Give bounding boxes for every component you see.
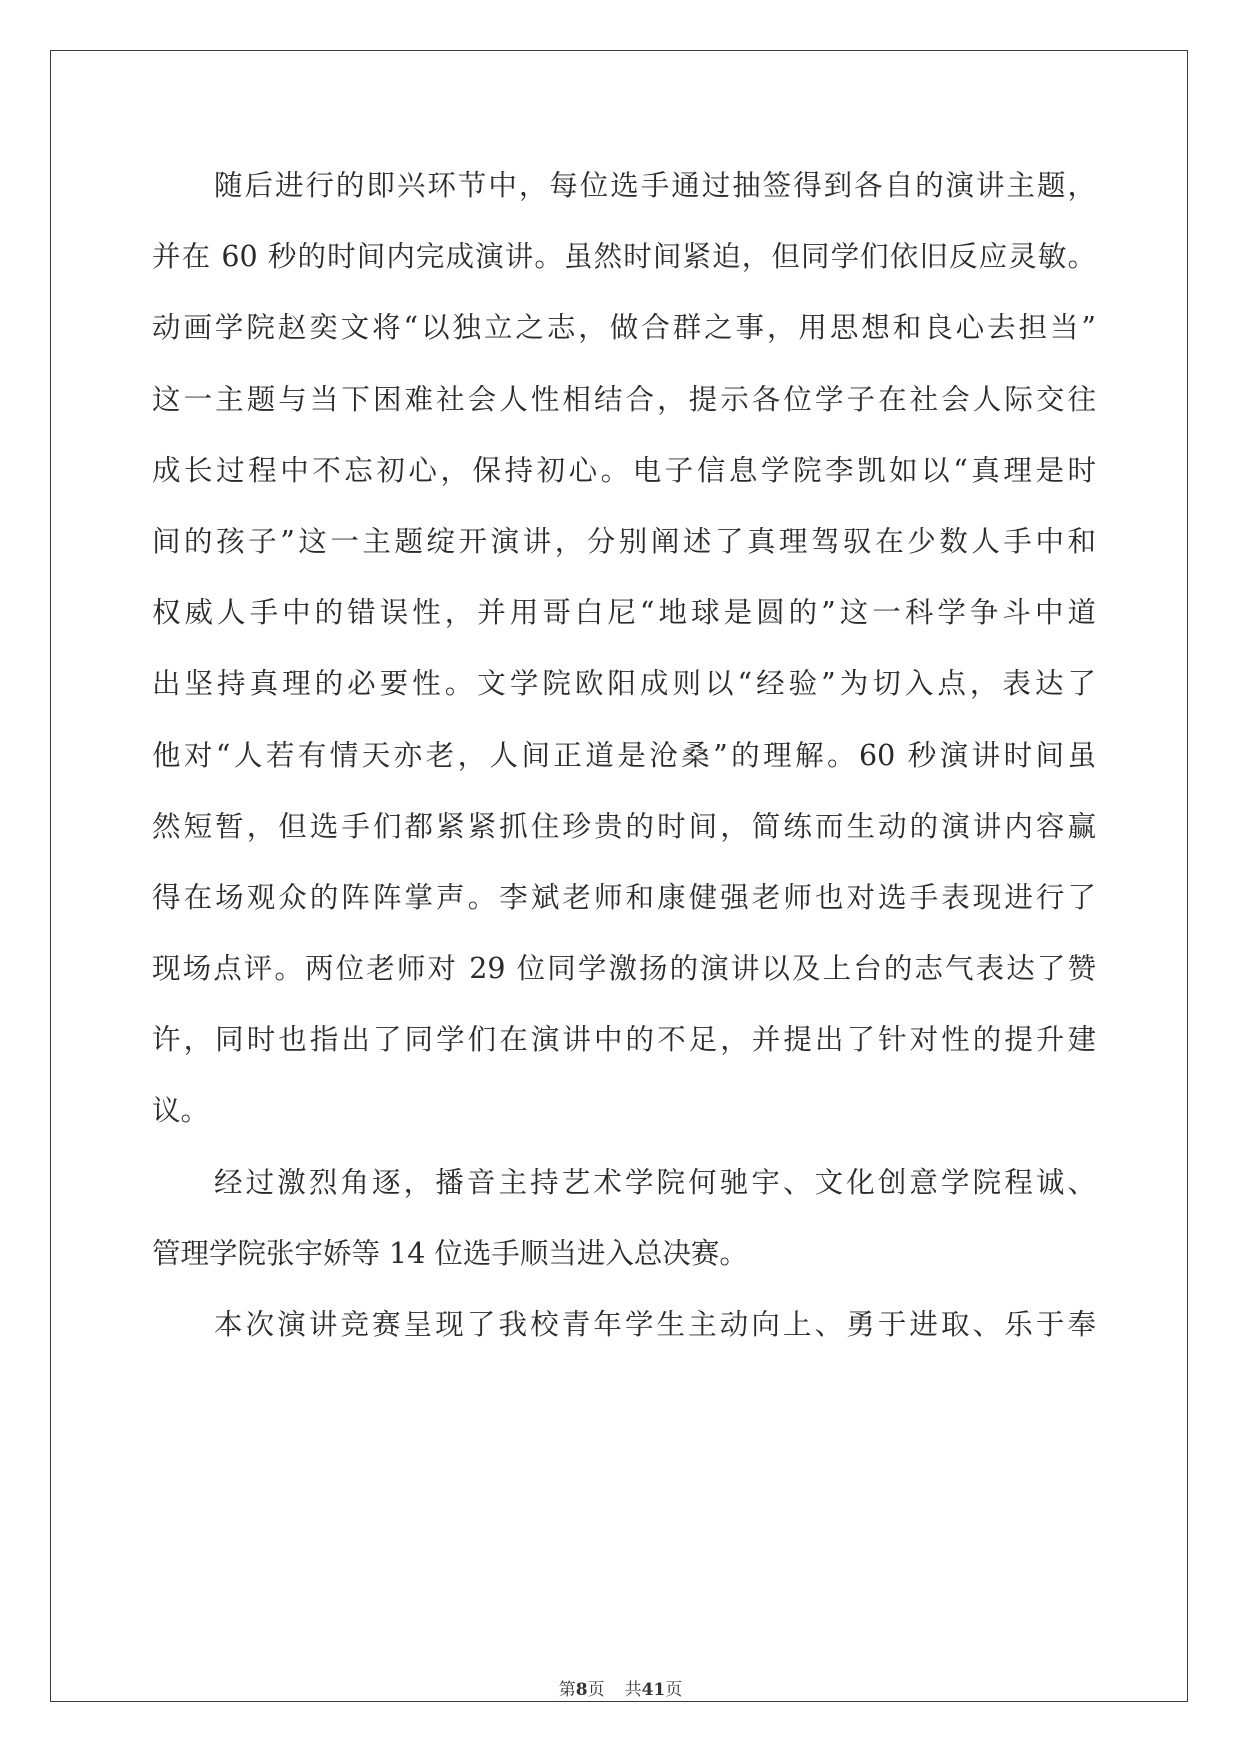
- page-prefix: 第: [558, 1680, 576, 1700]
- text-line-14: 议。: [152, 1094, 210, 1128]
- text-line-12: 现场点评。两位老师对 29 位同学激扬的演讲以及上台的志气表达了赞: [152, 952, 1096, 986]
- total-pages: 41: [641, 1680, 666, 1700]
- page-footer: [0, 1675, 1241, 1700]
- text-line-17: 本次演讲竞赛呈现了我校青年学生主动向上、勇于进取、乐于奉: [214, 1308, 1096, 1341]
- text-line-16: 管理学院张宇娇等 14 位选手顺当进入总决赛。: [152, 1236, 748, 1270]
- document-body: [152, 163, 1096, 1373]
- text-line-10: 然短暂，但选手们都紧紧抓住珍贵的时间，简练而生动的演讲内容赢: [152, 809, 1096, 843]
- page-number: 8: [575, 1680, 588, 1700]
- text-line-15: 经过激烈角逐，播音主持艺术学院何驰宇、文化创意学院程诚、: [214, 1165, 1096, 1199]
- text-line-8: 出坚持真理的必要性。文学院欧阳成则以“经验”为切入点，表达了: [152, 667, 1096, 701]
- text-line-3: 动画学院赵奕文将“以独立之志，做合群之事，用思想和良心去担当”: [152, 311, 1096, 345]
- text-line-13: 许，同时也指出了同学们在演讲中的不足，并提出了针对性的提升建: [152, 1023, 1096, 1057]
- text-line-11: 得在场观众的阵阵掌声。李斌老师和康健强老师也对选手表现进行了: [152, 880, 1096, 914]
- text-line-6: 间的孩子”这一主题绽开演讲，分别阐述了真理驾驭在少数人手中和: [152, 524, 1096, 558]
- page-suffix: 页: [587, 1680, 605, 1700]
- total-prefix: 共: [624, 1680, 642, 1700]
- text-line-9: 他对“人若有情天亦老，人间正道是沧桑”的理解。60 秒演讲时间虽: [152, 738, 1096, 772]
- text-line-5: 成长过程中不忘初心，保持初心。电子信息学院李凯如以“真理是时: [152, 453, 1096, 487]
- text-line-4: 这一主题与当下困难社会人性相结合，提示各位学子在社会人际交往: [152, 382, 1096, 416]
- text-line-1: 随后进行的即兴环节中，每位选手通过抽签得到各自的演讲主题，: [214, 169, 1096, 202]
- text-line-7: 权威人手中的错误性，并用哥白尼“地球是圆的”这一科学争斗中道: [152, 596, 1096, 630]
- text-line-2: 并在 60 秒的时间内完成演讲。虽然时间紧迫，但同学们依旧反应灵敏。: [152, 240, 1096, 274]
- total-suffix: 页: [665, 1680, 683, 1700]
